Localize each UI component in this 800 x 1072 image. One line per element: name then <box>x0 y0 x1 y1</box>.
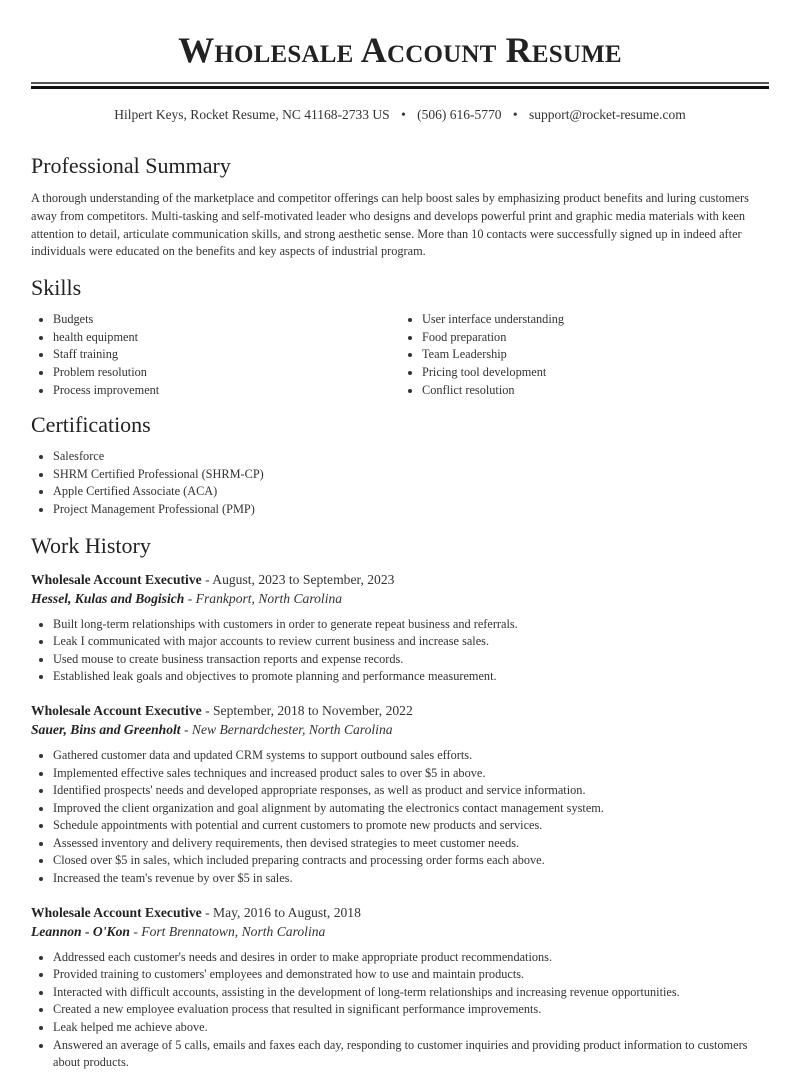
job-bullet: • Used mouse to create business transaction reports and expense records. <box>53 651 769 669</box>
job-bullet: • Built long-term relationships with customers in order to generate repeat business and referrals. <box>53 616 769 634</box>
skill-item: • health equipment <box>53 329 400 347</box>
job-title-line: Wholesale Account Executive - September, 2018 to November, 2022 <box>31 702 413 718</box>
contact-email: support@rocket-resume.com <box>529 107 686 122</box>
job-bullet: • Answered an average of 5 calls, emails and faxes each day, responding to customer inquiries and providing product information to customers about products. <box>53 1037 769 1072</box>
job-location: Frankport, North Carolina <box>195 590 343 606</box>
summary-paragraph: A thorough understanding of the marketplace and competitor offerings can help boost sales by emphasizing product benefits and luring customers away from competitors. Multi-tasking and self-motivated leader who designs and develops powerful print and graphic media materials with keen attention to detail, articulate communication skills, and strong aesthetic sense. More than 10 contacts were successfully signed up in indeed after individuals were educated on the benefits and key aspects of industrial program. <box>31 191 749 259</box>
page-title: Wholesale Account Resume <box>178 30 622 70</box>
job-bullet: • Identified prospects' needs and developed appropriate responses, as well as product and service information. <box>53 782 769 800</box>
certification-item: • Salesforce <box>53 448 769 466</box>
job-entry <box>31 570 769 686</box>
section-heading-work-history: Work History <box>31 532 151 558</box>
skill-item: • Food preparation <box>422 329 769 347</box>
job-company: Leannon - O'Kon <box>31 923 130 939</box>
job-dates: September, 2018 to November, 2022 <box>213 702 413 718</box>
job-bullet: • Interacted with difficult accounts, assisting in the development of long-term relationships and increasing revenue opportunities. <box>53 984 769 1002</box>
bullet-separator-icon: • <box>401 107 406 122</box>
skill-item: • Budgets <box>53 311 400 329</box>
job-bullet: • Provided training to customers' employees and demonstrated how to use and maintain products. <box>53 966 769 984</box>
job-bullet: • Improved the client organization and goal alignment by automating the electronics contact management system. <box>53 800 769 818</box>
skills-list-left <box>31 311 400 399</box>
section-heading-skills: Skills <box>31 275 82 301</box>
job-bullet: • Created a new employee evaluation process that resulted in significant performance improvements. <box>53 1001 769 1019</box>
job-bullet: • Implemented effective sales techniques and increased product sales to over $5 in above. <box>53 765 769 783</box>
certification-item: • Apple Certified Associate (ACA) <box>53 483 769 501</box>
job-bullet: • Established leak goals and objectives to promote planning and performance measurement. <box>53 668 769 686</box>
job-company: Sauer, Bins and Greenholt <box>31 721 181 737</box>
job-bullets <box>31 949 769 1072</box>
job-bullet: • Increased the team's revenue by over $5 in sales. <box>53 870 769 888</box>
certification-item: • SHRM Certified Professional (SHRM-CP) <box>53 466 769 484</box>
skill-item: • User interface understanding <box>422 311 769 329</box>
job-dates: August, 2023 to September, 2023 <box>212 571 395 587</box>
skill-item: • Pricing tool development <box>422 364 769 382</box>
job-company-line: Sauer, Bins and Greenholt - New Bernardchester, North Carolina <box>31 721 393 737</box>
job-company-line: Leannon - O'Kon - Fort Brennatown, North Carolina <box>31 923 326 939</box>
certification-item: • Project Management Professional (PMP) <box>53 501 769 519</box>
job-bullets <box>31 747 769 888</box>
contact-phone: (506) 616-5770 <box>417 107 502 122</box>
contact-address: Hilpert Keys, Rocket Resume, NC 41168-2733 US <box>114 107 390 122</box>
job-bullet: • Leak I communicated with major accounts to review current business and increase sales. <box>53 633 769 651</box>
skill-item: • Problem resolution <box>53 364 400 382</box>
skills-columns <box>31 311 769 399</box>
job-bullets <box>31 616 769 686</box>
job-bullet: • Addressed each customer's needs and desires in order to make appropriate product recommendations. <box>53 949 769 967</box>
contact-line <box>31 106 769 124</box>
job-company-line: Hessel, Kulas and Bogisich - Frankport, North Carolina <box>31 590 343 606</box>
header-divider-thick <box>31 86 769 89</box>
certifications-list <box>31 448 769 518</box>
job-title-line: Wholesale Account Executive - May, 2016 to August, 2018 <box>31 904 361 920</box>
skill-item: • Process improvement <box>53 382 400 400</box>
skill-item: • Conflict resolution <box>422 382 769 400</box>
job-title: Wholesale Account Executive <box>31 702 202 718</box>
job-entry <box>31 903 769 1072</box>
job-bullet: • Schedule appointments with potential and current customers to promote new products and services. <box>53 817 769 835</box>
section-heading-certifications: Certifications <box>31 412 151 438</box>
skill-item: • Team Leadership <box>422 346 769 364</box>
job-bullet: • Gathered customer data and updated CRM systems to support outbound sales efforts. <box>53 747 769 765</box>
header-divider-thin <box>31 82 769 84</box>
job-company: Hessel, Kulas and Bogisich <box>31 590 185 606</box>
job-bullet: • Leak helped me achieve above. <box>53 1019 769 1037</box>
job-location: New Bernardchester, North Carolina <box>191 721 393 737</box>
job-location: Fort Brennatown, North Carolina <box>141 923 326 939</box>
job-title-line: Wholesale Account Executive - August, 2023 to September, 2023 <box>31 571 395 587</box>
job-title: Wholesale Account Executive <box>31 904 202 920</box>
job-bullet: • Assessed inventory and delivery requirements, then devised strategies to meet customer needs. <box>53 835 769 853</box>
job-dates: May, 2016 to August, 2018 <box>213 904 361 920</box>
job-bullet: • Closed over $5 in sales, which included preparing contracts and processing order forms each above. <box>53 852 769 870</box>
job-title: Wholesale Account Executive <box>31 571 202 587</box>
skills-list-right <box>400 311 769 399</box>
job-entry <box>31 701 769 888</box>
bullet-separator-icon: • <box>512 107 518 122</box>
section-heading-summary: Professional Summary <box>31 153 231 178</box>
skill-item: • Staff training <box>53 346 400 364</box>
